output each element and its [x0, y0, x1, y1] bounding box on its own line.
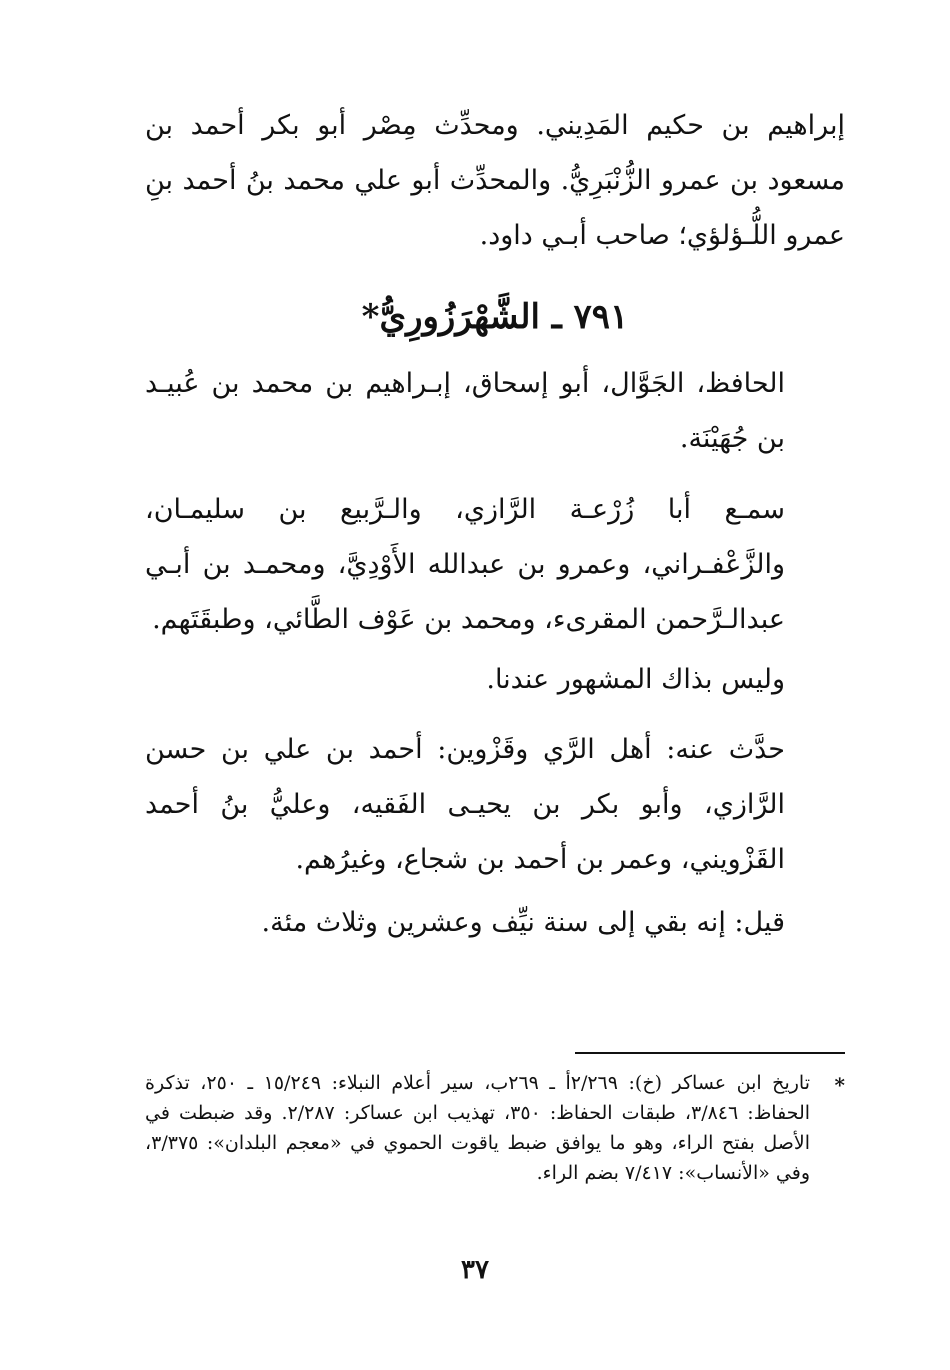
- entry-heading: ٧٩١ ـ الشَّهْرَزُورِيُّ*: [361, 297, 629, 337]
- body-paragraph-5: قيل: إنه بقي إلى سنة نيِّف وعشرين وثلاث مئة.: [261, 907, 785, 938]
- intro-paragraph: إبراهيم بن حكيم المَدِيني. ومحدِّث مِصْر أبو بكر أحمد بن مسعود بن عمرو الزُّنْبَرِيُّ. والمحدِّث أبو علي محمد بنُ أحمد بنِ عمرو اللُّـؤلؤي؛ صاحب أبـي داود.: [145, 110, 845, 251]
- body-paragraph-4: حدَّث عنه: أهل الرَّي وقَزْوين: أحمد بن علي بن حسن الرَّازي، وأبو بكر بن يحيـى الفَقيه، وعليُّ بنُ أحمد القَزْويني، وعمر بن أحمد بن شجاع، وغيرُهم.: [145, 734, 785, 875]
- footnote-divider: [575, 1052, 845, 1054]
- body-paragraph-1: الحافظ، الجَوَّال، أبو إسحاق، إبـراهيم بن محمد بن عُبيـد بن جُهَيْنَة.: [145, 368, 785, 454]
- page-number: ٣٧: [461, 1255, 489, 1285]
- body-paragraph-3: وليس بذاك المشهور عندنا.: [486, 664, 785, 695]
- body-paragraph-2: سمـع أبا زُرْعـة الرَّازي، والـرَّبيع بن سليمـان، والزَّعْفـراني، وعمرو بن عبدالله الأَوْدِيَّ، ومحمـد بن أبـي عبدالـرَّحمن المقرىء، ومحمد بن عَوْف الطَّائي، وطبقَتَهم.: [145, 494, 785, 635]
- footnote-text: تاريخ ابن عساكر (خ): ٢/٢٦٩أ ـ ٢٦٩ب، سير أعلام النبلاء: ١٥/٢٤٩ ـ ٢٥٠، تذكرة الحفاظ: ٣/٨٤٦، طبقات الحفاظ: ٣٥٠، تهذيب ابن عساكر: ٢/٢٨٧. وقد ضبطت في الأصل بفتح الراء، وهو ما يوافق ضبط ياقوت الحموي في «معجم البلدان»: ٣/٣٧٥، وفي «الأنساب»: ٧/٤١٧ بضم الراء.: [145, 1072, 811, 1184]
- footnote-marker: *: [834, 1073, 845, 1097]
